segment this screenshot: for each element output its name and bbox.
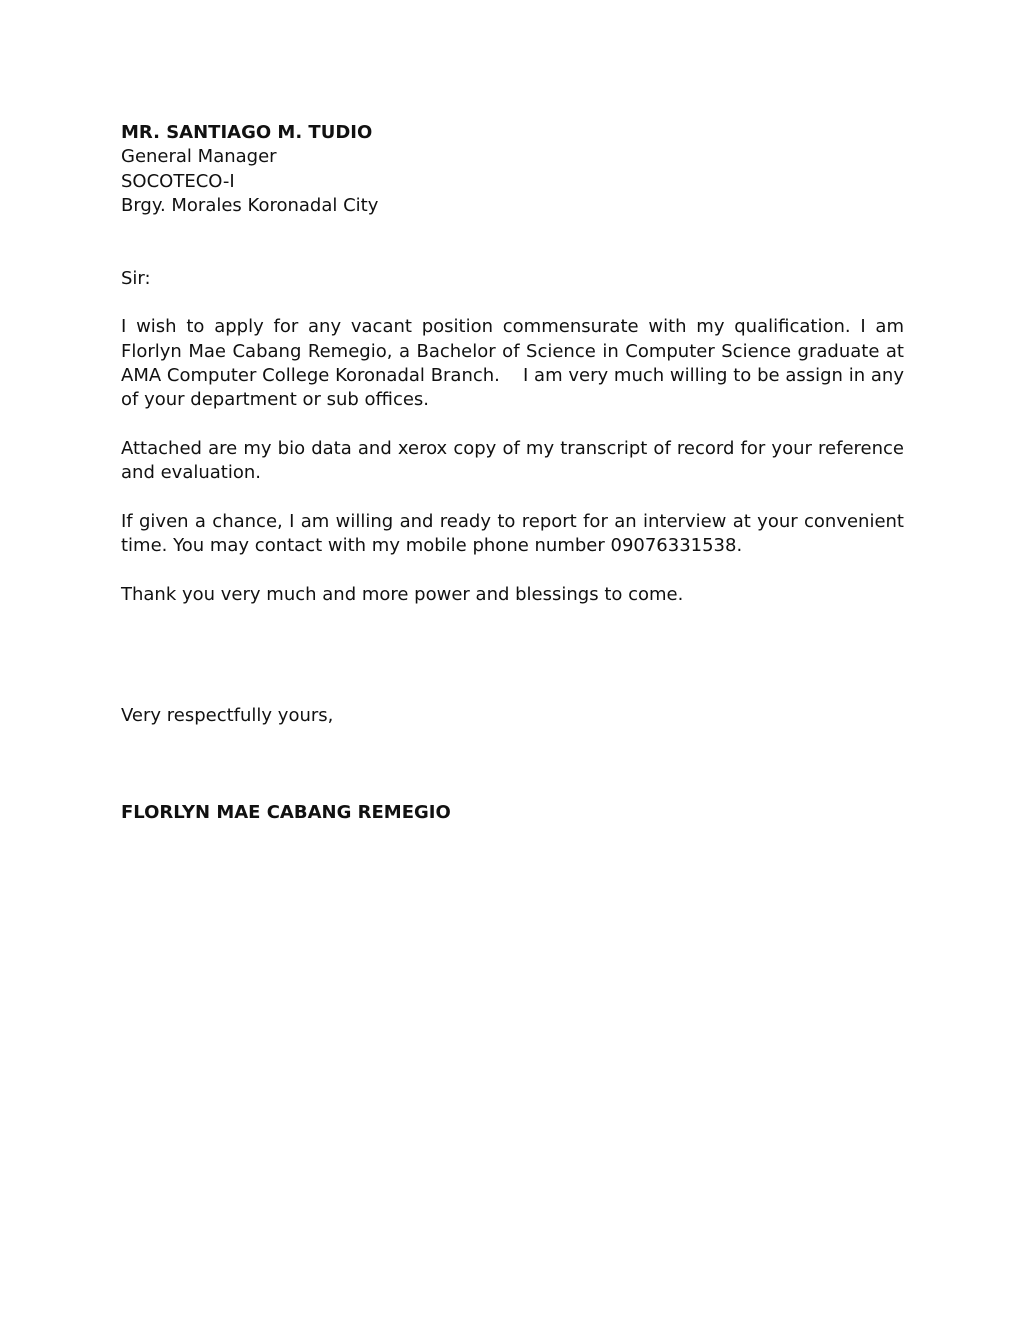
recipient-name: MR. SANTIAGO M. TUDIO: [121, 122, 373, 143]
body-paragraph-4: Thank you very much and more power and blessings to come.: [121, 583, 684, 605]
recipient-address: Brgy. Morales Koronadal City: [121, 194, 379, 216]
recipient-block: [121, 121, 904, 218]
body-paragraph-2: Attached are my bio data and xerox copy of my transcript of record for your reference and evaluation.: [121, 437, 904, 484]
letter-page: [121, 121, 910, 825]
salutation: Sir:: [121, 267, 151, 289]
signature-name: FLORLYN MAE CABANG REMEGIO: [121, 802, 451, 824]
recipient-organization: SOCOTECO-I: [121, 170, 235, 192]
recipient-title: General Manager: [121, 146, 277, 168]
closing: Very respectfully yours,: [121, 704, 334, 726]
body-paragraph-1: I wish to apply for any vacant position commensurate with my qualification. I am Florlyn Mae Cabang Remegio, a Bachelor of Science in Computer Science graduate at AMA Computer College Koronadal Branch. I am very much willing to be assign in any of your department or sub offices.: [121, 316, 910, 411]
body-paragraph-3: If given a chance, I am willing and ready to report for an interview at your convenient time. You may contact with my mobile phone number 09076331538.: [121, 510, 904, 556]
